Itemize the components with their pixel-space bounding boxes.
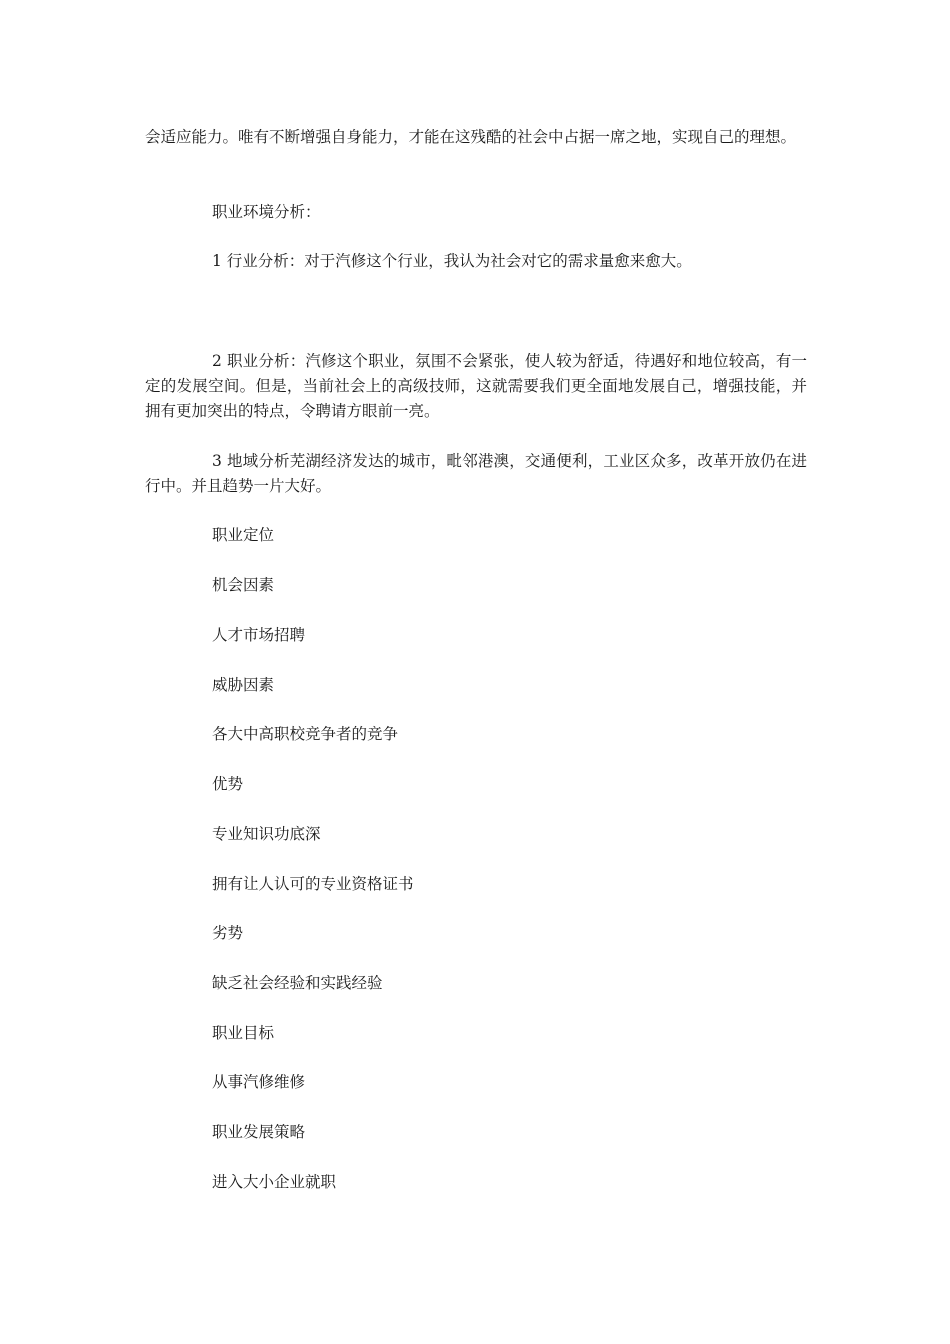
- list-item: 进入大小企业就职: [212, 1173, 337, 1191]
- list-item: 优势: [212, 775, 244, 793]
- list-item: 机会因素: [212, 576, 275, 594]
- industry-analysis: 1 行业分析：对于汽修这个行业，我认为社会对它的需求量愈来愈大。: [212, 252, 692, 270]
- list-item: 各大中高职校竞争者的竞争: [212, 725, 399, 743]
- list-item: 拥有让人认可的专业资格证书: [212, 875, 414, 893]
- list-item: 专业知识功底深: [212, 825, 321, 843]
- list-item: 职业目标: [212, 1024, 275, 1042]
- list-item: 人才市场招聘: [212, 626, 306, 644]
- list-item: 职业发展策略: [212, 1123, 306, 1141]
- list-item: 威胁因素: [212, 676, 275, 694]
- list-item: 劣势: [212, 924, 244, 942]
- list-item: 从事汽修维修: [212, 1073, 306, 1091]
- list-item: 缺乏社会经验和实践经验: [212, 974, 383, 992]
- job-analysis: 2 职业分析：汽修这个职业，氛围不会紧张，使人较为舒适，待遇好和地位较高，有一定的发展空间。但是，当前社会上的高级技师，这就需要我们更全面地发展自己，增强技能，并拥有更加突出的特点，令聘请方眼前一亮。: [145, 352, 807, 420]
- list-item: 职业定位: [212, 526, 275, 544]
- intro-paragraph: 会适应能力。唯有不断增强自身能力，才能在这残酷的社会中占据一席之地，实现自己的理想。: [145, 128, 797, 146]
- env-heading: 职业环境分析：: [212, 203, 321, 221]
- region-analysis: 3 地域分析芜湖经济发达的城市，毗邻港澳，交通便利，工业区众多，改革开放仍在进行中。并且趋势一片大好。: [145, 452, 807, 495]
